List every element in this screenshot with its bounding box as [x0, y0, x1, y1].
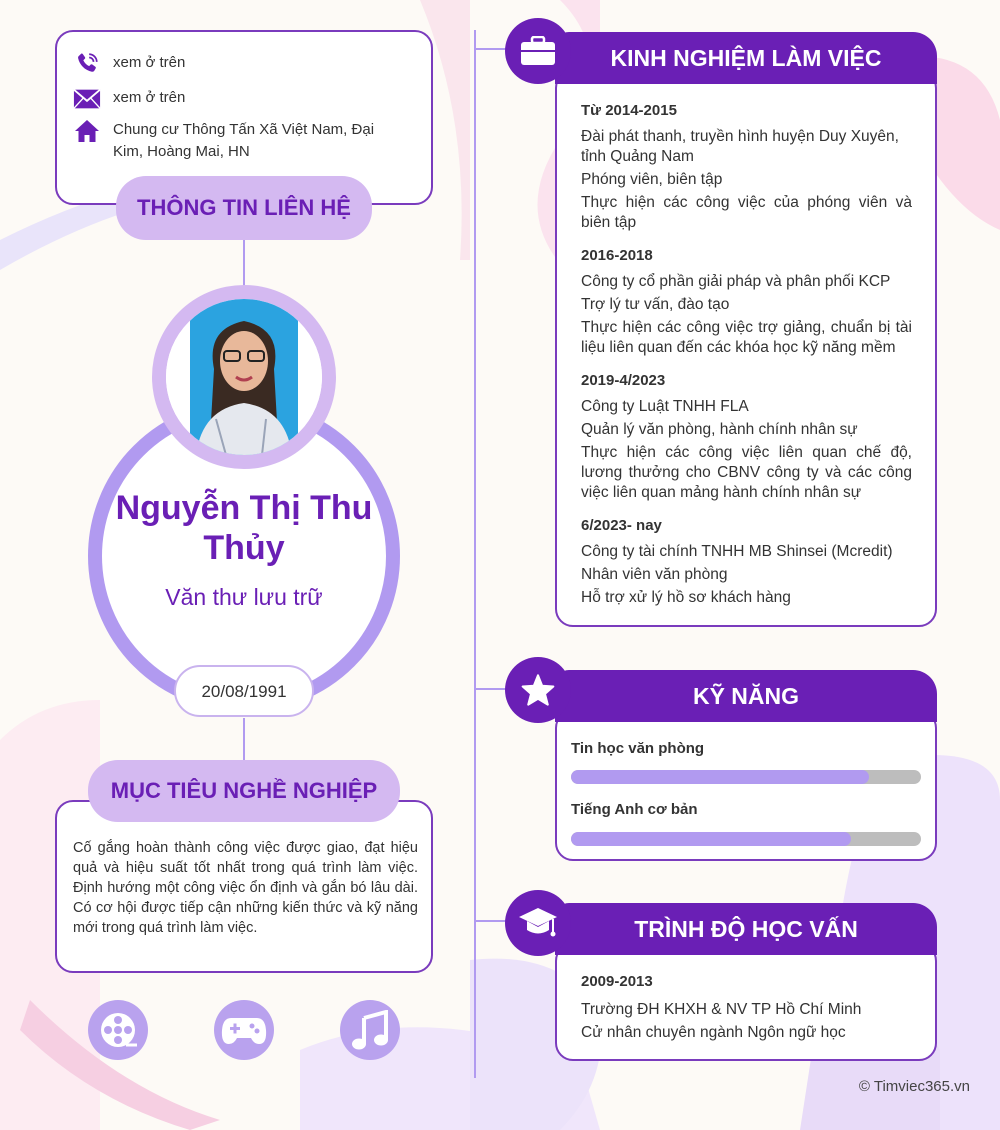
home-icon [73, 119, 101, 143]
contact-address-row [73, 119, 393, 163]
contact-address: Chung cư Thông Tấn Xã Việt Nam, Đại Kim, Hoàng Mai, HN [113, 121, 375, 160]
education-heading: TRÌNH ĐỘ HỌC VẤN [555, 903, 937, 955]
experience-card [555, 70, 937, 627]
footer-copyright: © Timviec365.vn [858, 1078, 970, 1095]
skill-bar [571, 832, 921, 846]
birthdate-badge: 20/08/1991 [174, 665, 314, 717]
objective-card [55, 800, 433, 973]
job-company: Công ty tài chính TNHH MB Shinsei (Mcredit) [581, 543, 893, 560]
job-item [581, 372, 912, 503]
contact-email-row [73, 87, 185, 111]
job-position: Quản lý văn phòng, hành chính nhân sự [581, 421, 858, 438]
skill-bar-fill [571, 832, 851, 846]
skills-icon-badge [505, 657, 571, 723]
connector-line [243, 718, 245, 760]
skills-heading: KỸ NĂNG [555, 670, 937, 722]
job-description: Thực hiện các công việc trợ giảng, chuẩn bị tài liệu liên quan đến các khóa học kỹ năng mềm [581, 319, 912, 356]
contact-phone-row [73, 52, 185, 76]
film-reel-icon [98, 1010, 138, 1050]
contact-heading: THÔNG TIN LIÊN HỆ [116, 176, 372, 240]
hobby-music [340, 1000, 400, 1060]
objective-heading: MỤC TIÊU NGHỀ NGHIỆP [88, 760, 400, 822]
job-position: Phóng viên, biên tập [581, 171, 723, 188]
avatar-photo [166, 299, 322, 455]
graduation-cap-icon [518, 906, 558, 940]
star-icon [521, 674, 555, 706]
job-description: Thực hiện các công việc của phóng viên và biên tập [581, 194, 912, 231]
job-period: 2019-4/2023 [581, 372, 666, 389]
education-icon-badge [505, 890, 571, 956]
job-position: Nhân viên văn phòng [581, 566, 728, 583]
experience-icon-badge [505, 18, 571, 84]
job-description: Thực hiện các công việc liên quan chế độ, lương thưởng cho CBNV công ty và các công việc liên quan mảng hành chính nhân sự [581, 444, 912, 501]
gamepad-icon [221, 1014, 267, 1046]
phone-icon [73, 52, 101, 76]
job-item [581, 102, 912, 233]
hobby-film [88, 1000, 148, 1060]
job-company: Công ty cổ phần giải pháp và phân phối KCP [581, 273, 891, 290]
profile-name: Nguyễn Thị Thu Thủy [115, 489, 373, 567]
education-school: Trường ĐH KHXH & NV TP Hồ Chí Minh [581, 1001, 862, 1018]
music-note-icon [352, 1010, 388, 1050]
envelope-icon [73, 87, 101, 111]
job-period: Từ 2014-2015 [581, 102, 677, 119]
job-company: Công ty Luật TNHH FLA [581, 398, 749, 415]
skill-bar [571, 770, 921, 784]
contact-email: xem ở trên [113, 89, 186, 106]
job-period: 2016-2018 [581, 247, 653, 264]
education-period: 2009-2013 [581, 973, 653, 990]
job-position: Trợ lý tư vấn, đào tạo [581, 296, 730, 313]
job-period: 6/2023- nay [581, 517, 662, 534]
job-company: Đài phát thanh, truyền hình huyện Duy Xuyên, tỉnh Quảng Nam [581, 128, 899, 165]
skill-name: Tiếng Anh cơ bản [571, 801, 698, 818]
skill-bar-fill [571, 770, 869, 784]
connector-line [243, 240, 245, 290]
profile-title: Văn thư lưu trữ [165, 584, 323, 610]
job-item [581, 517, 912, 608]
job-description: Hỗ trợ xử lý hồ sơ khách hàng [581, 589, 791, 606]
briefcase-icon [520, 36, 556, 66]
experience-list [581, 102, 912, 622]
skills-card [555, 710, 937, 861]
job-item [581, 247, 912, 358]
education-card [555, 943, 937, 1061]
education-degree: Cử nhân chuyên ngành Ngôn ngữ học [581, 1024, 846, 1041]
avatar [166, 299, 322, 455]
experience-heading: KINH NGHIỆM LÀM VIỆC [555, 32, 937, 84]
objective-text: Cố gắng hoàn thành công việc được giao, đạt hiệu quả và hiệu suất tốt nhất trong quá trình làm việc. Định hướng một công việc ổn định và gắn bó lâu dài. Có cơ hội được tiếp cận những kiến thức và kỹ năng mới trong quá trình làm việc. [73, 840, 418, 936]
hobby-game [214, 1000, 274, 1060]
skill-name: Tin học văn phòng [571, 740, 705, 757]
contact-phone: xem ở trên [113, 54, 186, 71]
